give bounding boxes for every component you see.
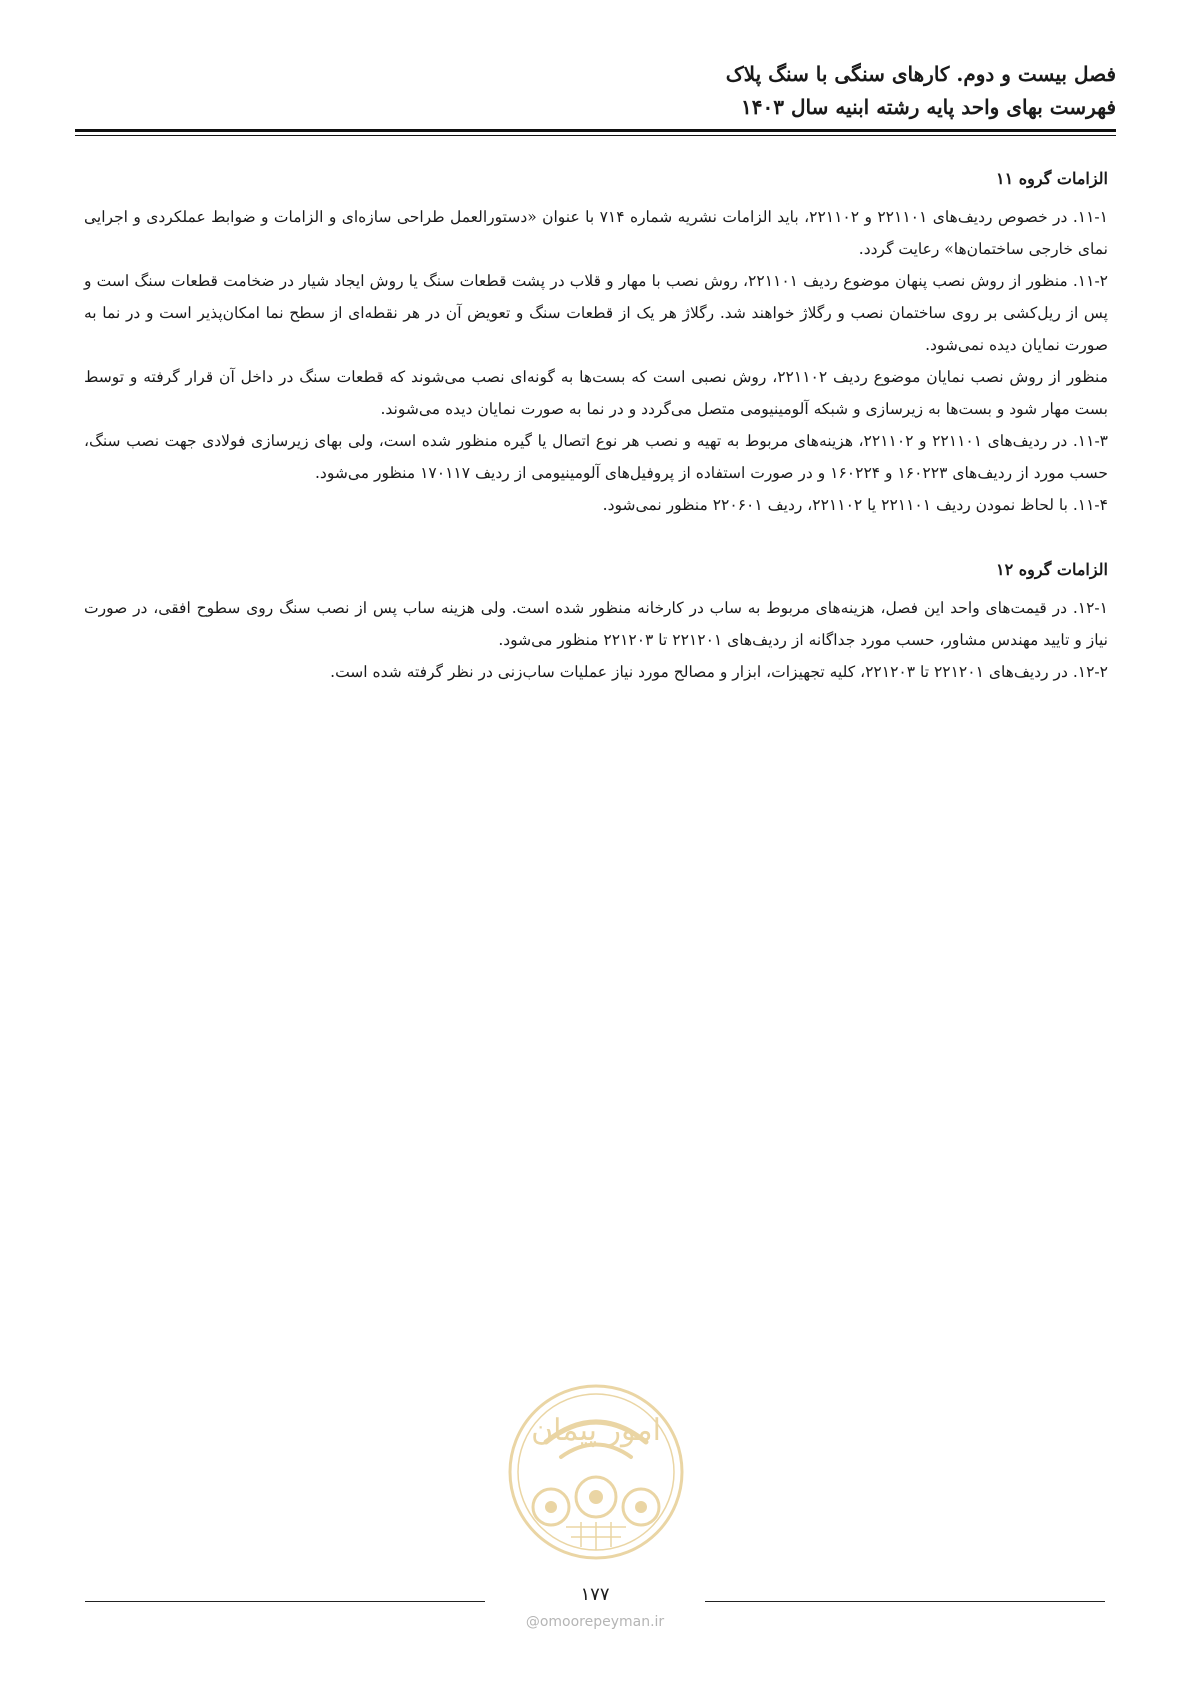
paragraph: ۱۱-۴. با لحاظ نمودن ردیف ۲۲۱۱۰۱ یا ۲۲۱۱۰۲، ردیف ۲۲۰۶۰۱ منظور نمی‌شود. <box>602 496 1108 514</box>
section-spacer <box>84 521 1108 554</box>
section-title: الزامات گروه ۱۱ <box>996 169 1108 188</box>
paragraph: ۱۱-۲. منظور از روش نصب پنهان موضوع ردیف ۲۲۱۱۰۱، روش نصب با مهار و قلاب در پشت قطعات سنگ یا روش ایجاد شیار در ضخامت قطعات سنگ است و پس از ریل‌کشی بر روی ساختمان نصب و رگلاژ خواهند شد. رگلاژ هر یک از قطعات سنگ و تعویض آن در هر نقطه‌ای از سطح نما امکان‌پذیر است و در نما به صورت نمایان دیده نمی‌شود. <box>84 272 1109 354</box>
section-group-12 <box>84 554 1108 688</box>
header-rule-thick <box>75 129 1116 132</box>
footer-rule-left <box>85 1601 485 1602</box>
watermark-seal-icon <box>506 1382 686 1562</box>
chapter-title: فصل بیست و دوم. کارهای سنگی با سنگ پلاک <box>725 62 1116 86</box>
page-number: ۱۷۷ <box>580 1584 610 1605</box>
section-title: الزامات گروه ۱۲ <box>996 560 1108 579</box>
paragraph: ۱۱-۳. در ردیف‌های ۲۲۱۱۰۱ و ۲۲۱۱۰۲، هزینه‌های مربوط به تهیه و نصب هر نوع اتصال یا گیره منظور شده است، ولی بهای زیرسازی فولادی جهت نصب سنگ، حسب مورد از ردیف‌های ۱۶۰۲۲۳ و ۱۶۰۲۲۴ و در صورت استفاده از پروفیل‌های آلومینیومی از ردیف ۱۷۰۱۱۷ منظور می‌شود. <box>84 432 1109 482</box>
section-group-11 <box>84 163 1108 521</box>
paragraph: منظور از روش نصب نمایان موضوع ردیف ۲۲۱۱۰۲، روش نصبی است که بست‌ها به گونه‌ای نصب می‌شوند که قطعات سنگ در داخل آن قرار گرفته و توسط بست مهار شود و بست‌ها به زیرسازی و شبکه آلومینیومی متصل می‌گردد و در نما به صورت نمایان دیده می‌شوند. <box>84 368 1108 418</box>
website-watermark: @omoorepeyman.ir <box>525 1614 665 1630</box>
document-body <box>84 163 1108 688</box>
paragraph: ۱۲-۱. در قیمت‌های واحد این فصل، هزینه‌های مربوط به ساب در کارخانه منظور شده است. ولی هزینه ساب پس از نصب سنگ روی سطوح افقی، در صورت نیاز و تایید مهندس مشاور، حسب مورد جداگانه از ردیف‌های ۲۲۱۲۰۱ تا ۲۲۱۲۰۳ منظور می‌شود. <box>84 599 1108 649</box>
price-list-title: فهرست بهای واحد پایه رشته ابنیه سال ۱۴۰۳ <box>741 95 1116 119</box>
header-rule-thin <box>75 135 1116 136</box>
footer-rule-right <box>705 1601 1105 1602</box>
seal-wordmark: امور پیمان <box>531 1413 661 1448</box>
paragraph: ۱۱-۱. در خصوص ردیف‌های ۲۲۱۱۰۱ و ۲۲۱۱۰۲، باید الزامات نشریه شماره ۷۱۴ با عنوان «دستورالعمل طراحی سازه‌ای و الزامات و ضوابط عملکردی و اجرایی نمای خارجی ساختمان‌ها» رعایت گردد. <box>84 208 1108 258</box>
paragraph: ۱۲-۲. در ردیف‌های ۲۲۱۲۰۱ تا ۲۲۱۲۰۳، کلیه تجهیزات، ابزار و مصالح مورد نیاز عملیات ساب‌زنی در نظر گرفته شده است. <box>330 663 1108 681</box>
page-header <box>75 58 1116 124</box>
